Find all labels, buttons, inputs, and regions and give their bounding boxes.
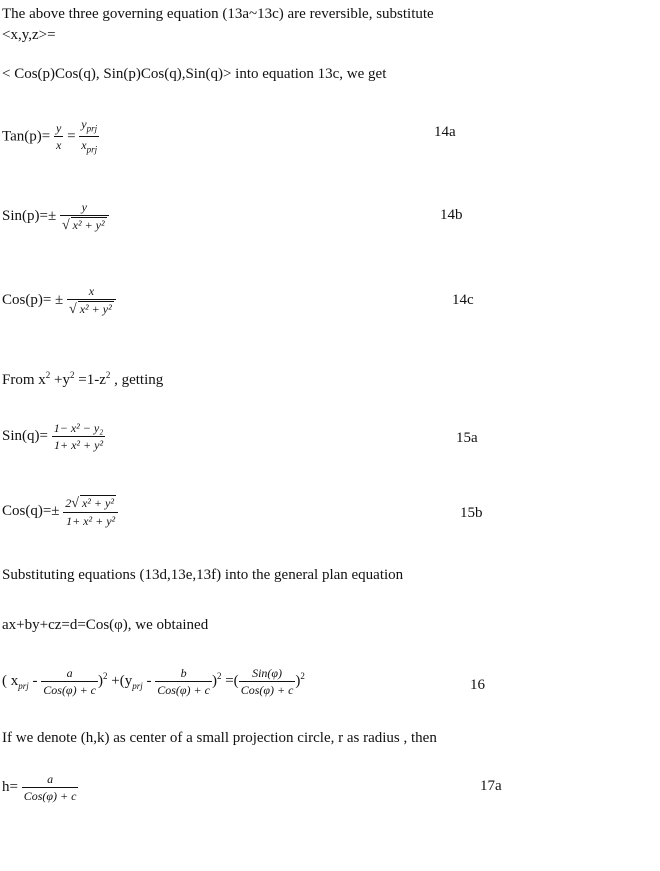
eq15b-den: 1+ x² + y² bbox=[66, 514, 116, 528]
eq17a-lhs: h= bbox=[2, 778, 18, 795]
equation-17a bbox=[2, 772, 78, 803]
eq14a-fraction-1 bbox=[54, 121, 63, 152]
eq16-num-a: a bbox=[66, 666, 73, 680]
eq14a-den-1: x bbox=[55, 138, 62, 153]
equation-14b bbox=[2, 200, 109, 233]
eq16-den-sin: Cos(φ) + c bbox=[240, 683, 294, 697]
intro-line-2: <x,y,z>= bbox=[2, 27, 56, 43]
eq14c-num: x bbox=[88, 284, 95, 298]
eq16-part-1: ( x bbox=[2, 672, 19, 689]
eq15a-lhs: Sin(q)= bbox=[2, 427, 48, 444]
eq14b-fraction: $\frac{y}{\text{√ x² + y²}}$ bbox=[60, 200, 109, 233]
eq16-num-b: b bbox=[180, 666, 187, 680]
eq14c-label: 14c bbox=[452, 292, 474, 308]
eq14b-lhs: Sin(p)=± bbox=[2, 207, 57, 224]
eq14a-lhs: Tan(p)= bbox=[2, 128, 51, 145]
eq15a-num: 1− x² − y₂ bbox=[53, 421, 104, 435]
eq17a-fraction bbox=[22, 772, 79, 803]
eq16-part-1-sub: prj bbox=[18, 680, 29, 691]
eq15b-fraction: $\frac{\text{2√ x² + y²}}{\text{1+ x² + y²}}$ bbox=[63, 495, 118, 528]
from-sup-1: 2 bbox=[45, 370, 51, 380]
eq15a-den: 1+ x² + y² bbox=[54, 438, 104, 452]
equation-14c bbox=[2, 284, 116, 317]
from-pre: From x bbox=[2, 372, 46, 388]
from-post: , getting bbox=[110, 372, 164, 388]
eq16-fraction-b bbox=[155, 666, 212, 697]
denote-line: If we denote (h,k) as center of a small projection circle, r as radius , then bbox=[2, 730, 437, 746]
eq16-den-b: Cos(φ) + c bbox=[157, 683, 210, 697]
from-mid-2: =1-z bbox=[74, 372, 106, 388]
eq16-fraction-sin bbox=[239, 666, 296, 697]
eq16-part-2-sub: prj bbox=[132, 680, 143, 691]
intro-line-3: < Cos(p)Cos(q), Sin(p)Cos(q),Sin(q)> into equation 13c, we get bbox=[2, 66, 387, 82]
substituting-line: Substituting equations (13d,13e,13f) into the general plan equation bbox=[2, 567, 404, 583]
from-sup-2: 2 bbox=[69, 370, 75, 380]
eq16-num-sin: Sin(φ) bbox=[252, 666, 283, 680]
eq14c-fraction: $\frac{x}{\text{√ x² + y²}}$ bbox=[67, 284, 116, 317]
equation-15a bbox=[2, 421, 105, 452]
eq17a-num: a bbox=[47, 772, 54, 786]
equation-16 bbox=[2, 666, 305, 697]
eq14a-label: 14a bbox=[434, 124, 456, 140]
eq14a-num-1: y bbox=[55, 121, 62, 136]
eq14a-num-2-sub: prj bbox=[86, 123, 98, 134]
eq16-sq-2: 2 bbox=[216, 670, 222, 681]
eq16-part-2: +(y bbox=[107, 672, 133, 689]
eq14a-num-2: y bbox=[81, 117, 87, 131]
eq15a-fraction bbox=[52, 421, 106, 452]
eq16-sq-1: 2 bbox=[103, 670, 108, 681]
eq16-minus-1: - bbox=[28, 672, 38, 689]
eq16-close-1: ) bbox=[98, 672, 103, 689]
eq14c-lhs: Cos(p)= ± bbox=[2, 291, 64, 308]
eq17a-den: Cos(φ) + c bbox=[23, 789, 77, 803]
from-line bbox=[2, 370, 163, 389]
eq16-sq-3: 2 bbox=[300, 670, 305, 681]
eq16-minus-2: - bbox=[142, 672, 152, 689]
eq15b-label: 15b bbox=[460, 505, 483, 521]
equation-15b bbox=[2, 495, 118, 528]
eq14a-equals: = bbox=[67, 128, 76, 145]
plane-equation-line: ax+by+cz=d=Cos(φ), we obtained bbox=[2, 617, 209, 633]
eq16-close-2: ) bbox=[211, 672, 217, 689]
eq16-fraction-a bbox=[41, 666, 98, 697]
eq15b-num-radicand: x² + y² bbox=[81, 496, 114, 510]
from-sup-3: 2 bbox=[105, 370, 111, 380]
eq14b-num: y bbox=[81, 200, 87, 214]
eq17a-label: 17a bbox=[480, 778, 502, 794]
eq15b-lhs: Cos(q)=± bbox=[2, 502, 60, 519]
eq15a-label: 15a bbox=[456, 430, 478, 446]
eq14b-radicand: x² + y² bbox=[72, 218, 105, 232]
eq16-equals: =( bbox=[221, 672, 239, 689]
equation-14a bbox=[2, 117, 99, 157]
eq14b-label: 14b bbox=[440, 207, 463, 223]
eq14c-radicand: x² + y² bbox=[79, 302, 112, 316]
eq16-label: 16 bbox=[470, 677, 485, 693]
eq16-den-a: Cos(φ) + c bbox=[43, 683, 96, 697]
eq14a-fraction-2 bbox=[79, 117, 99, 157]
eq14a-den-2: x bbox=[81, 138, 87, 153]
eq15b-num-pre: 2 bbox=[65, 496, 72, 510]
eq16-close-3: ) bbox=[295, 672, 301, 689]
eq14a-den-2-sub: prj bbox=[86, 144, 98, 155]
intro-line-1: The above three governing equation (13a~13c) are reversible, substitute bbox=[2, 6, 434, 22]
from-mid-1: +y bbox=[50, 372, 70, 388]
